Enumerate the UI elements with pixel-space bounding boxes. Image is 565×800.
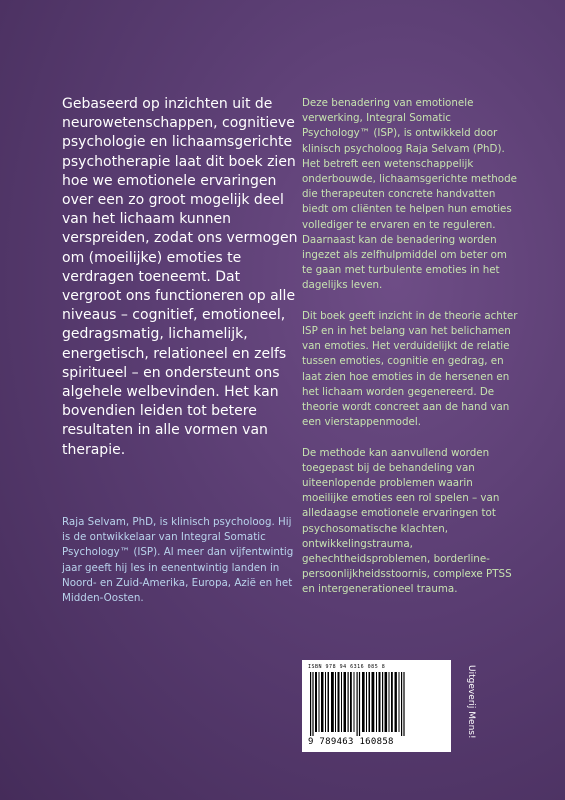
isbn-top-text: ISBN 978 94 6316 085 8 [308,664,386,670]
intro-text: Gebaseerd op inzichten uit de neurowetenschappen, cognitieve psychologie en lichaamsgerichte psychotherapie laat dit boek zien hoe we emotionele ervaringen over een zo groot mogelijk deel van het lichaam kunnen verspreiden, zodat ons vermogen om (moeilijke) emoties te verdragen toeneemt. Dat vergroot ons functioneren op alle niveaus – cognitief, emotioneel, gedragsmatig, lichamelijk, energetisch, relationeel en zelfs spiritueel – en ondersteunt ons algehele welbevinden. Het kan bovendien leiden tot betere resultaten in alle vormen van therapie. [62,96,298,458]
isbn-bottom-text: 9 789463 160858 [308,737,394,747]
barcode-bars [310,672,410,736]
description-paragraph-3: De methode kan aanvullend worden toegepast bij de behandeling van uiteenlopende problemen waarin moeilijke emoties een rol spelen – van alledaagse emotionele ervaringen tot psychosomatische klachten, ontwikkelingstrauma, gehechtheidsproblemen, borderline-persoonlijkheidsstoornis, complexe PTSS en intergenerationeel trauma. [302,446,512,596]
description-column [302,96,520,613]
description-paragraph-1: Deze benadering van emotionele verwerking, Integral Somatic Psychology™ (ISP), is ontwikkeld door klinisch psycholoog Raja Selvam (PhD). Het betreft een wetenschappelijk onderbouwde, lichaamsgerichte methode die therapeuten concrete handvatten biedt om cliënten te helpen hun emoties vollediger te ervaren en te reguleren. Daarnaast kan de benadering worden ingezet als zelfhulpmiddel om beter om te gaan met turbulente emoties in het dagelijks leven. [302,97,517,292]
publisher-logo-text: Uitgeverij Mens! [466,665,476,739]
publisher-figure-icon [410,668,456,748]
description-paragraph-2: Dit boek geeft inzicht in de theorie achter ISP en in het belang van het belichamen van emoties. Het verduidelijkt de relatie tussen emoties, cognitie en gedrag, en laat zien hoe emoties in de hersenen en het lichaam worden gegenereerd. De theorie wordt concreet aan de hand van een vierstappenmodel. [302,309,518,429]
author-bio: Raja Selvam, PhD, is klinisch psycholoog. Hij is de ontwikkelaar van Integral Somatic Psychology™ (ISP). Al meer dan vijfentwintig jaar geeft hij les in eenentwintig landen in Noord- en Zuid-Amerika, Europa, Azië en het Midden-Oosten. [62,516,294,605]
